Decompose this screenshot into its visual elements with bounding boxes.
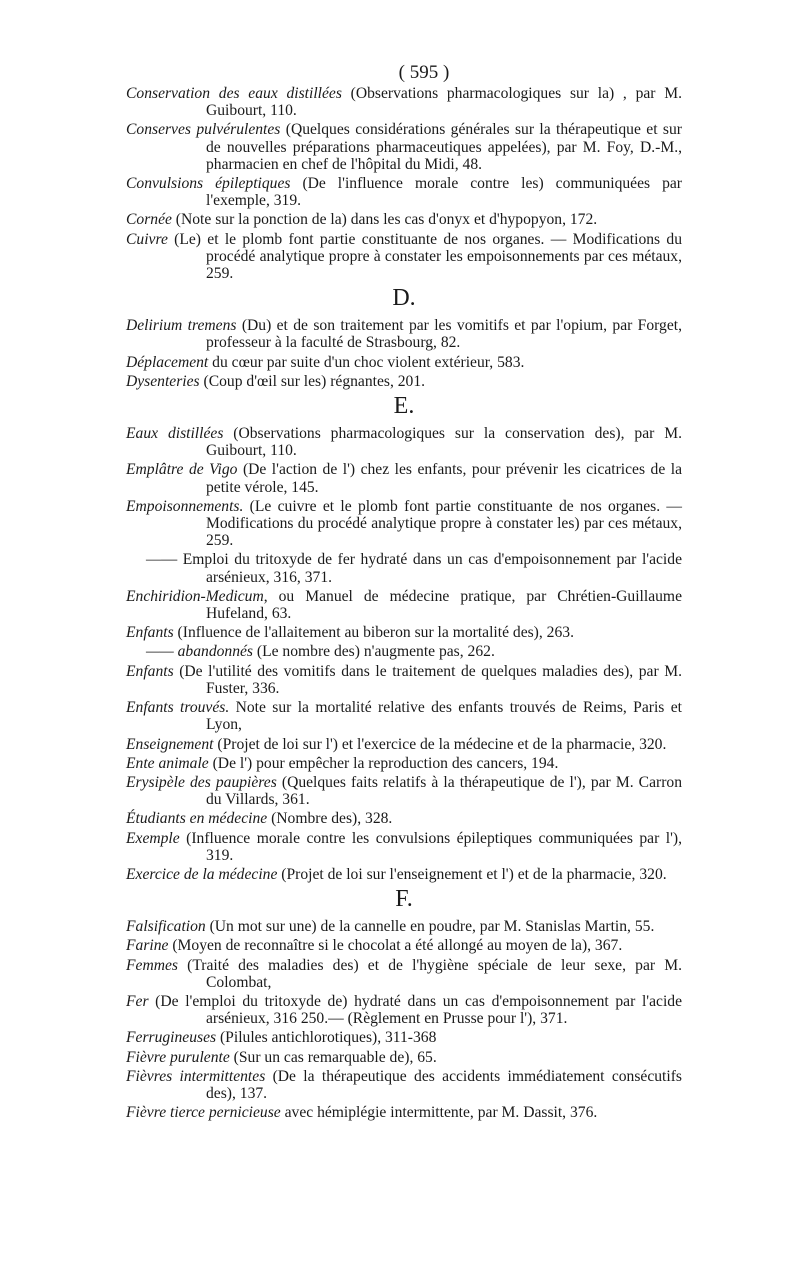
entry-heading: Déplacement bbox=[126, 353, 209, 371]
entry-text: du cœur par suite d'un choc violent extérieur, 583. bbox=[208, 353, 525, 371]
entry-heading: Enseignement bbox=[126, 735, 214, 753]
entry-text: Note sur la mortalité relative des enfants trouvés de Reims, Paris et Lyon, bbox=[206, 699, 682, 734]
entry-heading: Eaux distillées bbox=[126, 425, 224, 443]
entry-text: (Note sur la ponction de la) dans les cas d'onyx et d'hypopyon, 172. bbox=[171, 211, 598, 229]
entry-heading: Emplâtre de Vigo bbox=[126, 461, 238, 479]
entry-text: (Influence morale contre les convulsions épileptiques communiquées par l'), 319. bbox=[179, 829, 682, 864]
entry-text: (De l'action de l') chez les enfants, pour prévenir les cicatrices de la petite vérole, 145. bbox=[206, 461, 683, 496]
index-entry bbox=[126, 1029, 682, 1046]
entry-text: (De l'influence morale contre les) communiquées par l'exemple, 319. bbox=[206, 175, 682, 210]
entry-heading: Étudiants en médecine bbox=[126, 810, 268, 828]
index-entry bbox=[126, 957, 682, 991]
index-entry bbox=[126, 937, 682, 954]
index-entry bbox=[126, 461, 682, 495]
entry-text: (Projet de loi sur l'enseignement et l') et de la pharmacie, 320. bbox=[277, 865, 667, 883]
index-entry bbox=[126, 1068, 682, 1102]
section-letter: E. bbox=[393, 393, 415, 420]
entry-text: avec hémiplégie intermittente, par M. Dassit, 376. bbox=[280, 1104, 598, 1122]
entry-text: (Projet de loi sur l') et l'exercice de la médecine et de la pharmacie, 320. bbox=[213, 735, 667, 753]
index-entry bbox=[126, 175, 682, 209]
entry-text: (Un mot sur une) de la cannelle en poudre, par M. Stanislas Martin, 55. bbox=[205, 918, 655, 936]
index-entry bbox=[126, 993, 682, 1027]
entry-heading: Cuivre bbox=[126, 230, 168, 248]
index-entry bbox=[126, 663, 682, 697]
entry-heading: Fièvre tierce pernicieuse bbox=[126, 1104, 281, 1122]
index-page bbox=[126, 62, 682, 1123]
index-entry bbox=[126, 498, 682, 550]
index-entry bbox=[126, 551, 682, 585]
index-entry bbox=[126, 918, 682, 935]
entry-text: (Le) et le plomb font partie constituante de nos organes. — Modifications du procédé analytique propre à constater les empoisonnements par ces métaux, 259. bbox=[167, 230, 682, 283]
entry-heading: Femmes bbox=[126, 956, 178, 974]
entry-text: (Le nombre des) n'augmente pas, 262. bbox=[253, 643, 495, 661]
index-body bbox=[126, 85, 682, 1121]
entry-text: (Coup d'œil sur les) régnantes, 201. bbox=[199, 372, 426, 390]
section-letter: F. bbox=[395, 886, 413, 913]
entry-text: (Observations pharmacologiques sur la) , par M. Guibourt, 110. bbox=[206, 85, 682, 120]
entry-heading: Delirium tremens bbox=[126, 317, 237, 335]
entry-text: (Sur un cas remarquable de), 65. bbox=[229, 1048, 437, 1066]
entry-text: (Influence de l'allaitement au biberon sur la mortalité des), 263. bbox=[173, 624, 574, 642]
entry-text: (Traité des maladies des) et de l'hygiène spéciale de leur sexe, par M. Colombat, bbox=[177, 956, 682, 991]
entry-heading: Conservation des eaux distillées bbox=[126, 85, 342, 102]
index-entry bbox=[126, 588, 682, 622]
entry-text: (Du) et de son traitement par les vomitifs et par l'opium, par Forget, professeur à la faculté de Strasbourg, 82. bbox=[206, 317, 683, 352]
entry-text: —— Emploi du tritoxyde de fer hydraté dans un cas d'empoisonnement par l'acide arsénieux, 316, 371. bbox=[146, 551, 682, 586]
index-entry bbox=[126, 624, 682, 641]
entry-text: , ou Manuel de médecine pratique, par Chrétien-Guillaume Hufeland, 63. bbox=[206, 587, 682, 623]
index-entry bbox=[126, 774, 682, 808]
index-entry bbox=[126, 755, 682, 772]
entry-text: (Le cuivre et le plomb font partie constituante de nos organes. — Modifications du procédé analytique propre à constater les) par ces métaux, 259. bbox=[206, 497, 682, 550]
entry-text: (Pilules antichlorotiques), 311-368 bbox=[216, 1029, 437, 1047]
index-entry bbox=[126, 121, 682, 173]
entry-text: (De l') pour empêcher la reproduction des cancers, 194. bbox=[208, 754, 559, 772]
entry-heading: Empoisonnements. bbox=[126, 497, 244, 515]
section-letter: D. bbox=[392, 285, 416, 312]
entry-heading: Enfants bbox=[126, 662, 174, 680]
page-number: ( 595 ) bbox=[398, 62, 450, 83]
entry-heading: Convulsions épileptiques bbox=[126, 175, 291, 193]
entry-heading: Ente animale bbox=[126, 754, 209, 772]
index-entry bbox=[126, 736, 682, 753]
index-entry bbox=[126, 1049, 682, 1066]
entry-heading: Falsification bbox=[126, 918, 206, 936]
entry-text: (De la thérapeutique des accidents immédiatement consécutifs des), 137. bbox=[206, 1067, 682, 1102]
entry-heading: Enfants trouvés. bbox=[126, 699, 230, 717]
entry-heading: Fer bbox=[126, 992, 149, 1010]
entry-heading: Conserves pulvérulentes bbox=[126, 121, 281, 139]
index-entry bbox=[126, 1104, 682, 1121]
index-entry bbox=[126, 830, 682, 864]
entry-text: (Moyen de reconnaître si le chocolat a été allongé au moyen de la), 367. bbox=[168, 937, 623, 955]
entry-text: (De l'emploi du tritoxyde de) hydraté dans un cas d'empoisonnement par l'acide arsénieux, 316 250.— (Règlement en Prusse pour l'), 371. bbox=[148, 992, 682, 1028]
entry-heading: —— abandonnés bbox=[146, 643, 253, 661]
entry-text: (Nombre des), 328. bbox=[267, 810, 393, 828]
entry-heading: Ferrugineuses bbox=[126, 1029, 217, 1047]
index-entry bbox=[126, 317, 682, 351]
index-entry bbox=[126, 643, 682, 660]
entry-heading: Farine bbox=[126, 937, 169, 955]
entry-heading: Enfants bbox=[126, 624, 174, 642]
index-entry bbox=[126, 810, 682, 827]
index-entry bbox=[126, 425, 682, 459]
index-entry bbox=[126, 699, 682, 733]
entry-heading: Cornée bbox=[126, 211, 172, 229]
entry-text: (Observations pharmacologiques sur la conservation des), par M. Guibourt, 110. bbox=[206, 425, 682, 460]
entry-text: (Quelques faits relatifs à la thérapeutique de l'), par M. Carron du Villards, 361. bbox=[206, 773, 682, 809]
entry-heading: Fièvres intermittentes bbox=[126, 1067, 266, 1085]
index-entry bbox=[126, 85, 682, 119]
index-entry bbox=[126, 354, 682, 371]
index-entry bbox=[126, 231, 682, 283]
entry-heading: Erysipèle des paupières bbox=[126, 773, 277, 791]
index-entry bbox=[126, 373, 682, 390]
entry-text: (De l'utilité des vomitifs dans le traitement de quelques maladies des), par M. Fuster, 336. bbox=[173, 662, 682, 697]
entry-heading: Dysenteries bbox=[126, 372, 200, 390]
index-entry bbox=[126, 211, 682, 228]
entry-heading: Enchiridion-Medicum bbox=[126, 587, 264, 605]
entry-heading: Exercice de la médecine bbox=[126, 865, 278, 883]
entry-heading: Fièvre purulente bbox=[126, 1048, 230, 1066]
entry-text: (Quelques considérations générales sur la thérapeutique et sur de nouvelles préparations pharmaceutiques appelées), par M. Foy, D.-M., pharmacien en chef de l'hôpital du Midi, 48. bbox=[206, 121, 682, 173]
index-entry bbox=[126, 866, 682, 883]
entry-heading: Exemple bbox=[126, 829, 180, 847]
